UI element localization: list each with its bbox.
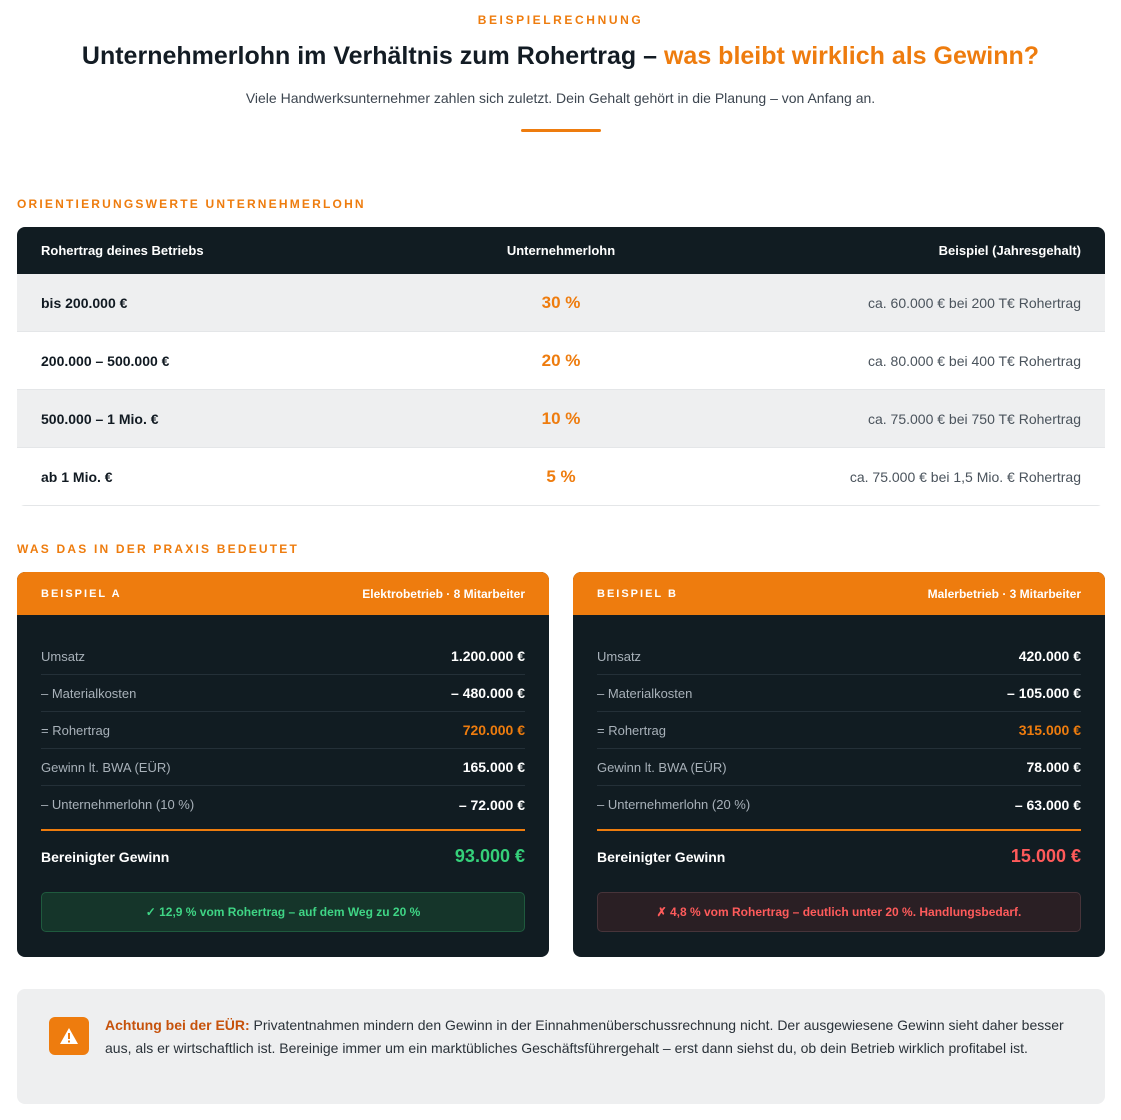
warning-callout — [17, 989, 1105, 1104]
calc-line — [597, 638, 1081, 675]
total-value: 93.000 € — [454, 846, 525, 866]
calc-value: 165.000 € — [462, 759, 525, 775]
calc-line — [41, 786, 525, 823]
row-percent: 20 % — [541, 350, 581, 370]
calc-value: 720.000 € — [462, 722, 525, 738]
warning-body: Privatentnahmen mindern den Gewinn in der Einnahmenüberschussrechnung nicht. Der ausgewiesene Gewinn sieht daher besser aus, als er wirtschaftlich ist. Bereinige immer um ein marktübliches Geschäftsführergehalt – erst dann siehst du, ob dein Betrieb wirklich profitabel ist. — [105, 1017, 1064, 1056]
total-label: Bereinigter Gewinn — [41, 848, 170, 865]
example-card-header — [17, 572, 549, 615]
row-example: ca. 60.000 € bei 200 T€ Rohertrag — [867, 294, 1081, 311]
eyebrow-label: BEISPIELRECHNUNG — [477, 13, 644, 27]
table-row — [17, 332, 1105, 390]
calc-label: – Unternehmerlohn (10 %) — [41, 797, 195, 812]
calc-label: Gewinn lt. BWA (EÜR) — [41, 759, 171, 775]
table-header — [17, 227, 1105, 274]
example-business: Elektrobetrieb · 8 Mitarbeiter — [362, 586, 525, 601]
example-card-b — [573, 572, 1105, 957]
table-row — [17, 390, 1105, 448]
total-line — [597, 831, 1081, 882]
calc-value: 1.200.000 € — [451, 648, 525, 664]
title-divider — [521, 129, 601, 132]
calc-label: = Rohertrag — [597, 722, 667, 738]
calc-label: Gewinn lt. BWA (EÜR) — [597, 759, 727, 775]
calc-value: 315.000 € — [1018, 722, 1081, 738]
calc-label: Umsatz — [41, 648, 86, 664]
column-header-rohertrag: Rohertrag deines Betriebs — [41, 243, 204, 258]
calc-line — [41, 675, 525, 712]
page-title-highlight: was bleibt wirklich als Gewinn? — [663, 42, 1040, 70]
calc-line — [597, 749, 1081, 786]
calc-line — [41, 638, 525, 675]
calc-line — [41, 749, 525, 786]
calc-value: – 105.000 € — [1007, 685, 1081, 701]
warning-lead: Achtung bei der EÜR: — [105, 1017, 250, 1033]
calc-line — [597, 786, 1081, 823]
example-card-body — [17, 615, 549, 932]
row-percent: 30 % — [541, 292, 581, 312]
row-range: 200.000 – 500.000 € — [41, 352, 170, 369]
page-title — [0, 42, 1121, 71]
page-subtitle: Viele Handwerksunternehmer zahlen sich zuletzt. Dein Gehalt gehört in die Planung – von Anfang an. — [245, 90, 876, 106]
total-label: Bereinigter Gewinn — [597, 848, 726, 865]
section-label-orientation: ORIENTIERUNGSWERTE UNTERNEHMERLOHN — [17, 197, 366, 211]
calc-line — [41, 712, 525, 749]
calc-line — [597, 712, 1081, 749]
section-label-practice: WAS DAS IN DER PRAXIS BEDEUTET — [17, 542, 300, 556]
row-example: ca. 75.000 € bei 750 T€ Rohertrag — [867, 410, 1081, 427]
column-header-beispiel: Beispiel (Jahresgehalt) — [938, 243, 1081, 258]
row-percent: 10 % — [541, 408, 581, 428]
calc-label: – Materialkosten — [41, 685, 137, 701]
example-card-a — [17, 572, 549, 957]
orientation-table — [17, 227, 1105, 506]
status-note-negative: ✗ 4,8 % vom Rohertrag – deutlich unter 20 %. Handlungsbedarf. — [597, 892, 1081, 932]
calc-line — [597, 675, 1081, 712]
table-row — [17, 274, 1105, 332]
row-range: 500.000 – 1 Mio. € — [41, 410, 159, 427]
calc-label: = Rohertrag — [41, 722, 111, 738]
row-example: ca. 75.000 € bei 1,5 Mio. € Rohertrag — [849, 468, 1081, 485]
calc-value: 420.000 € — [1018, 648, 1081, 664]
calc-value: – 72.000 € — [458, 796, 525, 813]
row-range: bis 200.000 € — [41, 294, 128, 311]
example-card-body — [573, 615, 1105, 932]
page-title-main: Unternehmerlohn im Verhältnis zum Rohertrag – — [81, 42, 664, 70]
calc-value: – 480.000 € — [451, 685, 525, 701]
example-card-header — [573, 572, 1105, 615]
row-example: ca. 80.000 € bei 400 T€ Rohertrag — [867, 352, 1081, 369]
warning-text — [105, 1014, 1065, 1059]
example-tag: BEISPIEL A — [41, 587, 122, 600]
calc-value: 78.000 € — [1026, 759, 1081, 775]
calc-value: – 63.000 € — [1014, 796, 1081, 813]
calc-label: – Unternehmerlohn (20 %) — [597, 797, 751, 812]
example-business: Malerbetrieb · 3 Mitarbeiter — [927, 586, 1081, 601]
example-tag: BEISPIEL B — [597, 587, 678, 600]
table-row — [17, 448, 1105, 506]
column-header-unternehmerlohn: Unternehmerlohn — [506, 243, 616, 258]
calc-label: – Materialkosten — [597, 685, 693, 701]
status-note-positive: ✓ 12,9 % vom Rohertrag – auf dem Weg zu 20 % — [41, 892, 525, 932]
row-percent: 5 % — [546, 466, 576, 486]
row-range: ab 1 Mio. € — [41, 468, 113, 485]
warning-triangle-icon — [49, 1017, 89, 1055]
total-line — [41, 831, 525, 882]
calc-label: Umsatz — [597, 648, 642, 664]
total-value: 15.000 € — [1010, 846, 1081, 866]
